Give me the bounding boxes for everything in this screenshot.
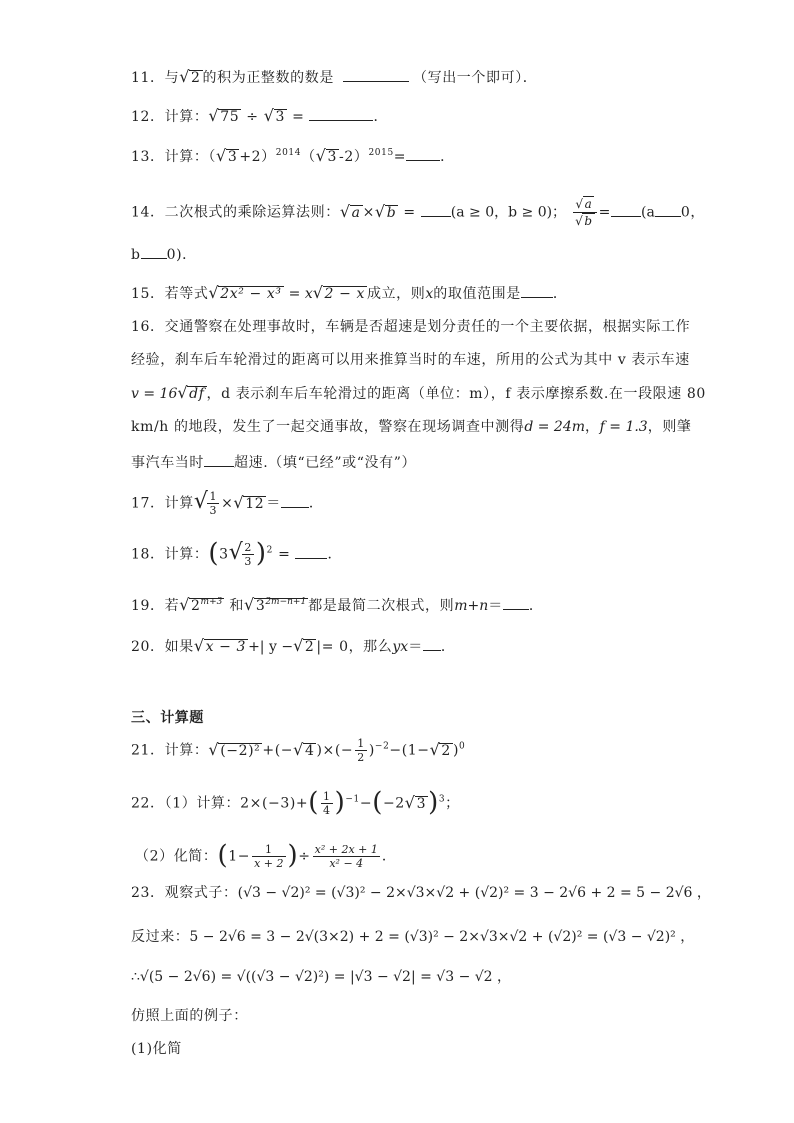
question-23-reverse: 反过来：5 − 2√6 = 3 − 2√(3×2) + 2 = (√3)² − 2×√3×√2 + (√2)² = (√3 − √2)² ， bbox=[131, 929, 695, 945]
question-21: 21．计算：√(−2)² +(−√4 )×(− $\frac{1}{2}$ )$^{-2}$−(1−√2 )$^0$ bbox=[131, 737, 466, 764]
answer-blank[interactable] bbox=[423, 636, 441, 651]
answer-blank[interactable] bbox=[406, 146, 440, 161]
answer-blank[interactable] bbox=[503, 595, 529, 610]
answer-blank[interactable] bbox=[309, 106, 373, 121]
question-23-instruction: 仿照上面的例子： bbox=[131, 1008, 248, 1024]
answer-blank[interactable] bbox=[521, 283, 553, 298]
question-22-1: 22．（1）计算：2×(−3)+( $\frac{1}{4}$ )$^{-1}-(-2√3)^3$； bbox=[131, 787, 460, 818]
question-19: 19．若$√2^{m+3}$ 和$√3^{2m-n+1}$ 都是最简二次根式，则m+n＝ ． bbox=[131, 595, 544, 614]
question-12: 12．计算：√75 ÷ √3 = ． bbox=[131, 106, 389, 125]
question-16-line-2: 经验，刹车后车轮滑过的距离可以用来推算当时的车速，所用的公式为其中 v 表示车速 bbox=[131, 352, 690, 368]
question-13: 13．计算：$(√3 +2)^{2014}(√3$ -2）$^{2015}$= ． bbox=[131, 146, 455, 165]
answer-blank[interactable] bbox=[343, 67, 409, 82]
question-20: 20．如果√x − 3 +| y −√2 |= 0，那么yx＝ ． bbox=[131, 636, 456, 655]
answer-blank[interactable] bbox=[281, 493, 309, 508]
answer-blank[interactable] bbox=[141, 244, 167, 259]
question-15: 15．若等式√2x² − x³ = x√2 − x 成立，则x的取值范围是 ． bbox=[131, 283, 568, 302]
answer-blank[interactable] bbox=[295, 544, 327, 559]
question-23-part-1: (1)化简 bbox=[131, 1041, 182, 1057]
question-16-line-1: 16．交通警察在处理事故时，车辆是否超速是划分责任的一个主要依据，根据实际工作 bbox=[131, 319, 691, 335]
question-18: 18．计算：(3√ $\frac{2}{3}$ )$^2$ = ． bbox=[131, 538, 343, 569]
question-16-line-3: v = 16√df ，d 表示刹车后车轮滑过的距离（单位：m），f 表示摩擦系数.在一段限速 80 bbox=[131, 383, 706, 402]
question-22-2: （2）化简：(1− $\frac{1}{x + 2}$ )÷ $\frac{\text{x² + 2x + 1}}{\text{x² − 4}}$ ． bbox=[135, 840, 397, 871]
answer-blank[interactable] bbox=[611, 202, 641, 217]
question-16-line-5: 事汽车当时 超速.（填“已经”或“没有”） bbox=[131, 452, 416, 472]
question-16-line-4: km/h 的地段，发生了一起交通事故，警察在现场调查中测得d = 24m，f = 1.3，则肇 bbox=[131, 419, 692, 435]
section-heading: 三、计算题 bbox=[131, 710, 204, 726]
answer-blank[interactable] bbox=[204, 452, 234, 467]
question-11: 11．与√2 的积为正整数的数是 （写出一个即可）． bbox=[131, 67, 538, 86]
answer-blank[interactable] bbox=[421, 202, 451, 217]
answer-blank[interactable] bbox=[655, 202, 681, 217]
question-23-therefore: ∴√(5 − 2√6) = √((√3 − √2)²) = |√3 − √2| = √3 − √2 ， bbox=[131, 969, 512, 985]
question-14: 14．二次根式的乘除运算法则：√a ×√b = (a ≥ 0，b ≥ 0)； $\frac{√a}{√b}$ = (a 0， bbox=[131, 197, 705, 228]
question-17: 17．计算√ $\frac{1}{3}$ ×√12 ＝ ． bbox=[131, 488, 324, 517]
question-23: 23．观察式子：(√3 − √2)² = (√3)² − 2×√3×√2 + (√2)² = 3 − 2√6 + 2 = 5 − 2√6 ， bbox=[131, 885, 711, 901]
fraction: $\frac{√a}{√b}$ bbox=[573, 196, 597, 229]
question-14-cont: b 0)． bbox=[131, 244, 197, 264]
